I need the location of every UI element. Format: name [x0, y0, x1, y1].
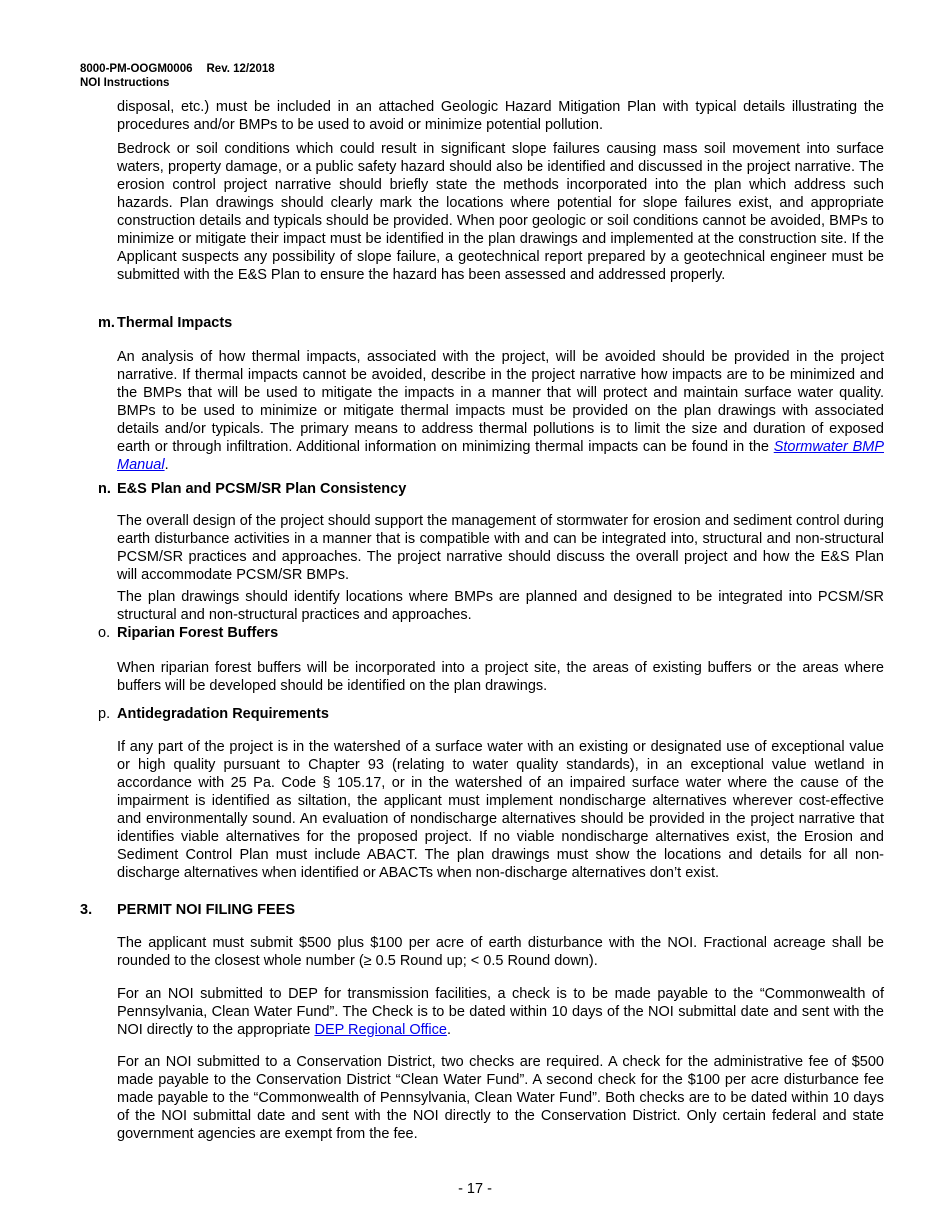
section-heading-p [98, 705, 329, 723]
dep-regional-office-link[interactable]: DEP Regional Office [314, 1022, 447, 1038]
paragraph: For an NOI submitted to a Conservation District, two checks are required. A check for the administrative fee of $500 made payable to the Conservation District “Clean Water Fund”. A second check for the $100 per acre disturbance fee made payable to the “Commonwealth of Pennsylvania, Clean Water Fund”. Both checks are to be dated within 10 days of the NOI submittal date and sent with the NOI directly to the Conservation District. Only certain federal and state government agencies are exempt from the fee. [117, 1054, 884, 1142]
section-title: PERMIT NOI FILING FEES [117, 902, 296, 918]
paragraph: When riparian forest buffers will be incorporated into a project site, the areas of existing buffers or the areas where buffers will be developed should be identified on the plan drawings. [117, 660, 884, 694]
paragraph: disposal, etc.) must be included in an attached Geologic Hazard Mitigation Plan with typical details illustrating the procedures and/or BMPs to be used to avoid or minimize potential pollution. [117, 99, 884, 133]
paragraph-text: . [446, 1022, 451, 1038]
section-number: o. [98, 625, 111, 641]
paragraph-text: An analysis of how thermal impacts, associated with the project, will be avoided should be provided in the project narrative. If thermal impacts cannot be avoided, describe in the project narrative how impacts are to be minimized and the BMPs that will be used to mitigate the impacts in a manner that will protect and maintain surface water quality. BMPs to be used to minimize or mitigate thermal impacts must be provided on the plan drawings with associated details and/or typicals. The primary means to address thermal pollutions is to limit the size and duration of exposed earth or through infiltration. Additional information on minimizing thermal impacts can be found in the [117, 349, 884, 455]
section-heading-o [98, 624, 278, 642]
section-number: n. [98, 481, 111, 497]
page-number: - 17 - [458, 1181, 492, 1197]
paragraph-text: . [164, 457, 169, 473]
doc-id: 8000-PM-OOGM0006 [80, 63, 193, 75]
section-heading-n [98, 480, 406, 498]
section-title: Thermal Impacts [117, 315, 233, 331]
paragraph: The overall design of the project should support the management of stormwater for erosion and sediment control during earth disturbance activities in a manner that is compatible with and can be integrated into, structural and non-structural PCSM/SR practices and approaches. The project narrative should discuss the overall project and how the E&S Plan will accommodate PCSM/SR BMPs. [117, 513, 884, 583]
section-title: Riparian Forest Buffers [117, 625, 279, 641]
section-heading-3 [80, 901, 295, 919]
paragraph-text: For an NOI submitted to DEP for transmission facilities, a check is to be made payable to the “Commonwealth of Pennsylvania, Clean Water Fund”. The Check is to be dated within 10 days of the NOI submittal date and sent with the NOI directly to the appropriate [117, 986, 884, 1038]
revision: Rev. 12/2018 [206, 63, 275, 75]
section-number: m. [98, 315, 115, 331]
section-number: p. [98, 706, 111, 722]
paragraph: The applicant must submit $500 plus $100 per acre of earth disturbance with the NOI. Fractional acreage shall be rounded to the closest whole number (≥ 0.5 Round up; < 0.5 Round down). [117, 935, 884, 969]
section-heading-m [98, 314, 232, 332]
section-number: 3. [80, 902, 93, 918]
stormwater-bmp-manual-link[interactable]: Stormwater BMP Manual [117, 439, 884, 473]
paragraph [117, 985, 884, 1039]
paragraph: Bedrock or soil conditions which could result in significant slope failures causing mass soil movement into surface waters, property damage, or a public safety hazard should also be identified and discussed in the project narrative. The erosion control project narrative should briefly state the methods incorporated into the plan which address such hazards. Plan drawings should clearly mark the locations where potential for slope failures exist, and appropriate construction details and typicals should be provided. When poor geologic or soil conditions cannot be avoided, BMPs to minimize or mitigate their impact must be identified in the plan drawings and implemented at the construction site. If the Applicant suspects any possibility of slope failure, a geotechnical report prepared by a geotechnical engineer must be submitted with the E&S Plan to ensure the hazard has been assessed and addressed properly. [117, 141, 884, 283]
section-title: E&S Plan and PCSM/SR Plan Consistency [117, 481, 407, 497]
section-title: Antidegradation Requirements [117, 706, 329, 722]
doc-title: NOI Instructions [80, 77, 170, 89]
document-header [80, 62, 275, 90]
paragraph: If any part of the project is in the watershed of a surface water with an existing or designated use of exceptional value or high quality pursuant to Chapter 93 (relating to water quality standards), in an exceptional value wetland in accordance with 25 Pa. Code § 105.17, or in the watershed of an impaired surface water where the cause of the impairment is identified as siltation, the applicant must implement nondischarge alternatives wherever cost-effective and environmentally sound. An evaluation of nondischarge alternatives should be provided in the project narrative that identifies viable alternatives for the proposed project. If no viable nondischarge alternatives exist, the Erosion and Sediment Control Plan must include ABACT. The plan drawings must show the locations and details for all non-discharge alternatives when identified or ABACTs when non-discharge alternatives don’t exist. [117, 739, 884, 881]
paragraph [117, 348, 884, 474]
paragraph: The plan drawings should identify locations where BMPs are planned and designed to be integrated into PCSM/SR structural and non-structural practices and approaches. [117, 589, 884, 623]
